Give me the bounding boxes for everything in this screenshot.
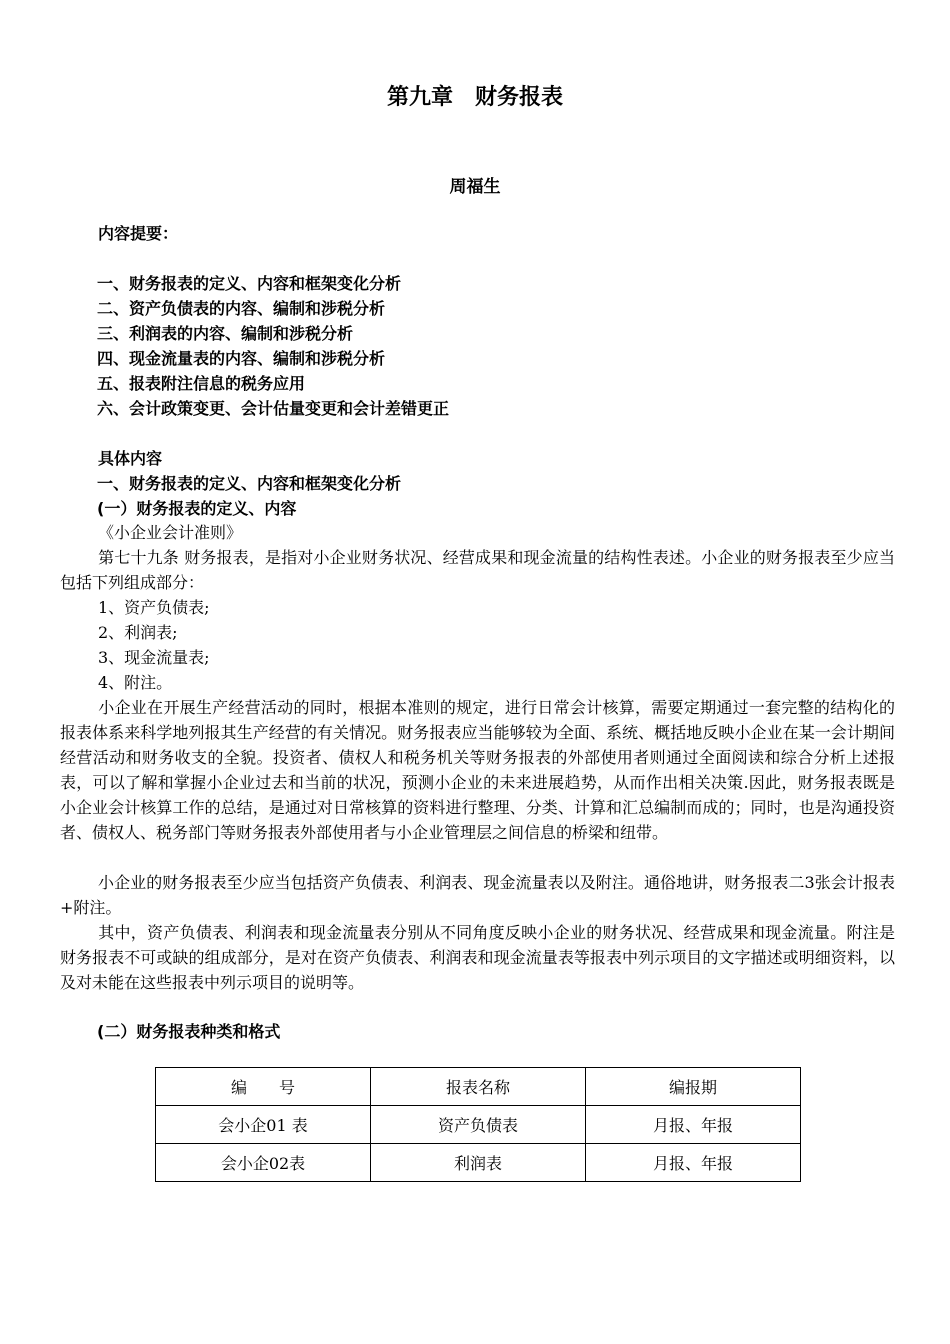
table-header-row xyxy=(156,1068,801,1106)
table-cell: 会小企01 表 xyxy=(156,1106,371,1144)
table-header-cell: 编 号 xyxy=(156,1068,371,1106)
article-paragraph xyxy=(60,545,895,595)
table-cell: 会小企02表 xyxy=(156,1144,371,1182)
list-item: 3、现金流量表; xyxy=(98,648,210,667)
subsection-heading: (一）财务报表的定义、内容 xyxy=(97,499,297,518)
table-row xyxy=(156,1144,801,1182)
table-row xyxy=(156,1106,801,1144)
subsection-heading: (二）财务报表种类和格式 xyxy=(97,1022,281,1041)
standard-name: 《小企业会计准则》 xyxy=(98,523,243,542)
summary-heading: 内容提要： xyxy=(98,224,179,243)
table-cell: 月报、年报 xyxy=(586,1144,801,1182)
chapter-title: 第九章 财务报表 xyxy=(386,85,563,110)
body-paragraph xyxy=(60,695,895,845)
content-heading: 具体内容 xyxy=(98,449,163,468)
toc-item: 二、资产负债表的内容、编制和涉税分析 xyxy=(97,299,386,318)
report-types-table xyxy=(155,1067,801,1182)
table-header-cell: 编报期 xyxy=(586,1068,801,1106)
toc-item: 四、现金流量表的内容、编制和涉税分析 xyxy=(97,349,386,368)
toc-item: 一、财务报表的定义、内容和框架变化分析 xyxy=(97,274,402,293)
list-item: 4、附注。 xyxy=(98,673,173,692)
list-item: 1、资产负债表; xyxy=(98,598,210,617)
list-item: 2、利润表; xyxy=(98,623,178,642)
body-paragraph xyxy=(60,870,895,920)
toc-item: 六、会计政策变更、会计估量变更和会计差错更正 xyxy=(97,399,450,418)
section-heading: 一、财务报表的定义、内容和框架变化分析 xyxy=(97,474,402,493)
paragraph-text: 小企业的财务报表至少应当包括资产负债表、利润表、现金流量表以及附注。通俗地讲，财务报表二3张会计报表+附注。 xyxy=(60,873,895,917)
toc-item: 三、利润表的内容、编制和涉税分析 xyxy=(97,324,354,343)
author-name: 周福生 xyxy=(449,177,501,197)
article-text: 第七十九条 财务报表，是指对小企业财务状况、经营成果和现金流量的结构性表述。小企业的财务报表至少应当包括下列组成部分： xyxy=(60,548,895,592)
paragraph-text: 小企业在开展生产经营活动的同时，根据本准则的规定，进行日常会计核算，需要定期通过一套完整的结构化的报表体系来科学地列报其生产经营的有关情况。财务报表应当能够较为全面、系统、概括地反映小企业在某一会计期间经营活动和财务收支的全貌。投资者、债权人和税务机关等财务报表的外部使用者则通过全面阅读和综合分析上述报表，可以了解和掌握小企业过去和当前的状况，预测小企业的未来进展趋势，从而作出相关决策.因此，财务报表既是小企业会计核算工作的总结，是通过对日常核算的资料进行整理、分类、计算和汇总编制而成的；同时，也是沟通投资者、债权人、税务部门等财务报表外部使用者与小企业管理层之间信息的桥梁和纽带。 xyxy=(60,698,895,842)
body-paragraph xyxy=(60,920,895,995)
table-cell: 月报、年报 xyxy=(586,1106,801,1144)
table-cell: 资产负债表 xyxy=(371,1106,586,1144)
table-cell: 利润表 xyxy=(371,1144,586,1182)
table-header-cell: 报表名称 xyxy=(371,1068,586,1106)
toc-item: 五、报表附注信息的税务应用 xyxy=(97,374,306,393)
paragraph-text: 其中，资产负债表、利润表和现金流量表分别从不同角度反映小企业的财务状况、经营成果和现金流量。附注是财务报表不可或缺的组成部分，是对在资产负债表、利润表和现金流量表等报表中列示项目的文字描述或明细资料，以及对未能在这些报表中列示项目的说明等。 xyxy=(60,923,895,992)
